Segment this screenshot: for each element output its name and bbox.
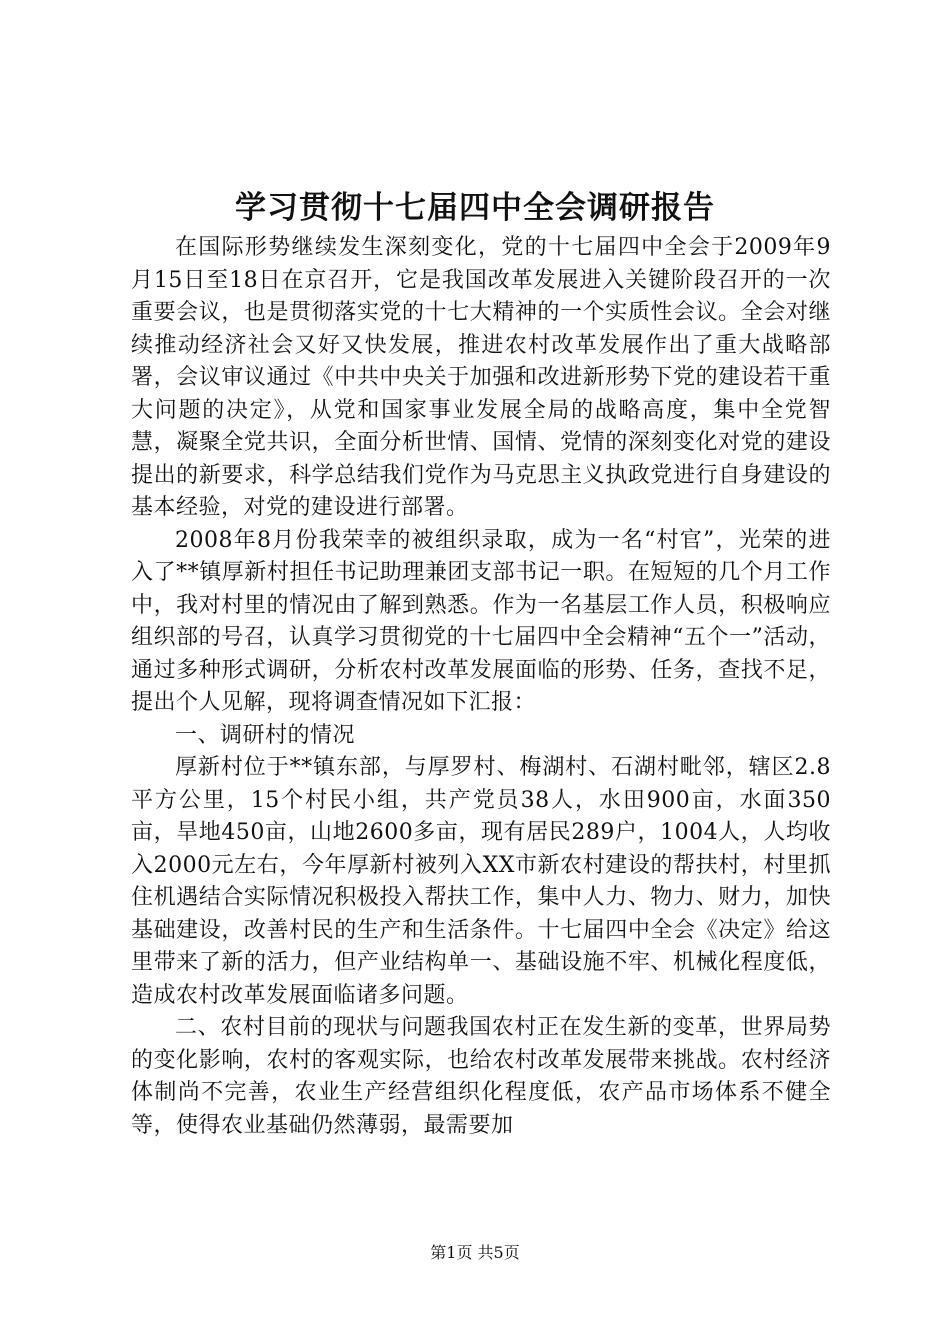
paragraph-village-info: 厚新村位于**镇东部，与厚罗村、梅湖村、石湖村毗邻，辖区2.8平方公里，15个村民小组，共产党员38人，水田900亩，水面350亩，旱地450亩，山地2600多亩，现有居民289户，1004人，人均收入2000元左右，今年厚新村被列入XX市新农村建设的帮扶村，村里抓住机遇结合实际情况积极投入帮扶工作，集中人力、物力、财力，加快基础建设，改善村民的生产和生活条件。十七届四中全会《决定》给这里带来了新的活力，但产业结构单一、基础设施不牢、机械化程度低，造成农村改革发展面临诸多问题。 xyxy=(131,755,831,1008)
paragraph-section-2: 二、农村目前的现状与问题我国农村正在发生新的变革，世界局势的变化影响，农村的客观实际，也给农村改革发展带来挑战。农村经济体制尚不完善，农业生产经营组织化程度低，农产品市场体系不健全等，使得农业基础仍然薄弱，最需要加 xyxy=(131,1015,831,1138)
document-body xyxy=(131,232,831,1142)
page-footer: 第1页 共5页 xyxy=(430,1243,520,1262)
paragraph-background: 2008年8月份我荣幸的被组织录取，成为一名“村官”，光荣的进入了**镇厚新村担任书记助理兼团支部书记一职。在短短的几个月工作中，我对村里的情况由了解到熟悉。作为一名基层工作人员，积极响应组织部的号召，认真学习贯彻党的十七届四中全会精神“五个一”活动，通过多种形式调研，分析农村改革发展面临的形势、任务，查找不足，提出个人见解，现将调查情况如下汇报： xyxy=(131,527,831,715)
document-title: 学习贯彻十七届四中全会调研报告 xyxy=(235,190,715,226)
section-heading-1: 一、调研村的情况 xyxy=(175,722,356,748)
paragraph-intro: 在国际形势继续发生深刻变化，党的十七届四中全会于2009年9月15日至18日在京召开，它是我国改革发展进入关键阶段召开的一次重要会议，也是贯彻落实党的十七大精神的一个实质性会议。全会对继续推动经济社会又好又快发展，推进农村改革发展作出了重大战略部署，会议审议通过《中共中央关于加强和改进新形势下党的建设若干重大问题的决定》，从党和国家事业发展全局的战略高度，集中全党智慧，凝聚全党共识，全面分析世情、国情、党情的深刻变化对党的建设提出的新要求，科学总结我们党作为马克思主义执政党进行自身建设的基本经验，对党的建设进行部署。 xyxy=(131,235,831,520)
